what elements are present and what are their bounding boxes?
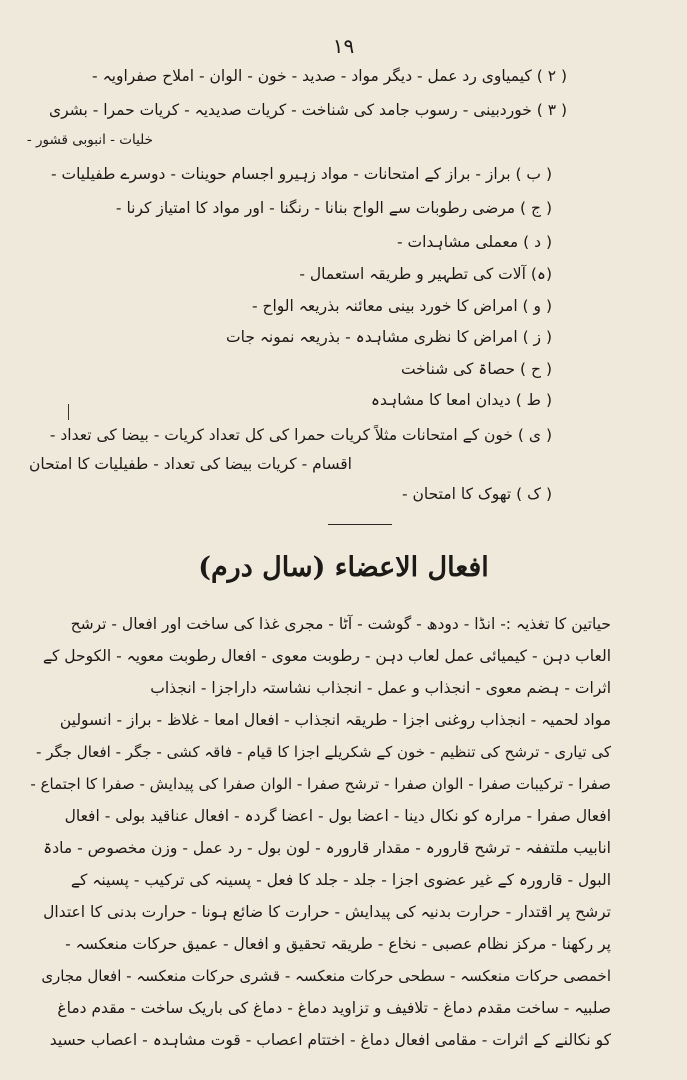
body-line: صلبیہ - ساخت مقدم دماغ - تلافیف و تزاوید دماغ - دماغ کی باریک ساخت - مقدم دماغ [57, 999, 611, 1017]
body-line: کی تیاری - ترشح کی تنظیم - خون کے شکریلے اجزا کا قیام - فاقہ کشی - جگر - افعال جگر - [36, 743, 611, 761]
list-line: ( ۳ ) خوردبینی - رسوب جامد کی شناخت - کریات صدیدیہ - کریات حمرا - بشری [49, 101, 567, 119]
list-line: اقسام - کریات بیضا کی تعداد - طفیلیات کا امتحان [28, 455, 352, 473]
list-line: ( ی ) خون کے امتحانات مثلاً کریات حمرا کی کل تعداد کریات - بیضا کی تعداد - [49, 426, 552, 444]
body-line: اخمصی حرکات منعکسہ - سطحی حرکات منعکسہ - قشری حرکات منعکسہ - افعال مجاری [41, 967, 611, 985]
body-line: کو نکالنے کے اثرات - مقامی افعال دماغ - اختتام اعصاب - قوت مشاہدہ - اعصاب حسید [49, 1031, 611, 1049]
list-line: ( و ) امراض کا خورد بینی معائنہ بذریعہ الواح - [251, 297, 552, 315]
body-line: اثرات - ہضم معوی - انجذاب و عمل - انجذاب نشاستہ داراجزا - انجذاب [150, 679, 611, 697]
section-heading: افعال الاعضاء (سال درم) [198, 552, 489, 583]
list-line: (ہ) آلات کی تطہیر و طریقہ استعمال - [299, 265, 552, 283]
list-line: خلیات - انبوبی قشور - [26, 132, 153, 148]
body-line: انابیب ملتففہ - ترشح قارورہ - مقدار قارورہ - لون بول - رد عمل - وزن مخصوص - مادۃ [43, 839, 611, 857]
list-line: ( ز ) امراض کا نظری مشاہدہ - بذریعہ نمونہ جات [226, 328, 552, 346]
body-line: ترشح پر اقتدار - حرارت بدنیہ کی پیدایش - حرارت کا ضائع ہونا - حرارت بدنی کا اعتدال [43, 903, 611, 921]
list-line: ( د ) معملی مشاہدات - [397, 233, 552, 251]
list-line: ( ب ) براز - براز کے امتحانات - مواد زہیرو اجسام حوینات - دوسرے طفیلیات - [50, 165, 552, 183]
list-line: ( ط ) دیدان امعا کا مشاہدہ [370, 391, 552, 409]
body-line: صفرا - ترکیبات صفرا - الوان صفرا - ترشح صفرا - الوان صفرا کی پیدایش - صفرا کا اجتماع - [30, 775, 611, 793]
list-line: ( ۲ ) کیمیاوی رد عمل - دیگر مواد - صدید - خون - الوان - املاح صفراویہ - [92, 67, 567, 85]
body-line: مواد لحمیہ - انجذاب روغنی اجزا - طریقہ انجذاب - افعال امعا - غلاظ - براز - انسولین [59, 711, 611, 729]
list-line: ( ک ) تھوک کا امتحان - [402, 485, 552, 503]
list-line: ( ح ) حصاۃ کی شناخت [400, 360, 552, 378]
body-line: افعال صفرا - مرارہ کو نکال دینا - اعضا بول - اعضا گردہ - افعال عناقید بولی - افعال [64, 807, 611, 825]
body-line: حیاتین کا تغذیہ :- انڈا - دودھ - گوشت - آٹا - مجری غذا کی ساخت اور افعال - ترشح [70, 615, 611, 633]
list-line: ( ج ) مرضی رطوبات سے الواح بنانا - رنگنا - اور مواد کا امتیاز کرنا - [115, 199, 552, 217]
section-divider [328, 524, 392, 525]
page-number: ۱۹ [332, 34, 355, 58]
body-line: البول - قارورہ کے غیر عضوی اجزا - جلد - جلد کا فعل - پسینہ کی ترکیب - پسینہ کے [70, 871, 611, 889]
margin-mark [68, 404, 69, 420]
body-line: پر رکھنا - مرکز نظام عصبی - نخاع - طریقہ تحقیق و افعال - عمیق حرکات منعکسہ - [65, 935, 611, 953]
body-line: العاب دہن - کیمیائی عمل لعاب دہن - رطوبت معوی - افعال رطوبت معویہ - الکوحل کے [42, 647, 611, 665]
